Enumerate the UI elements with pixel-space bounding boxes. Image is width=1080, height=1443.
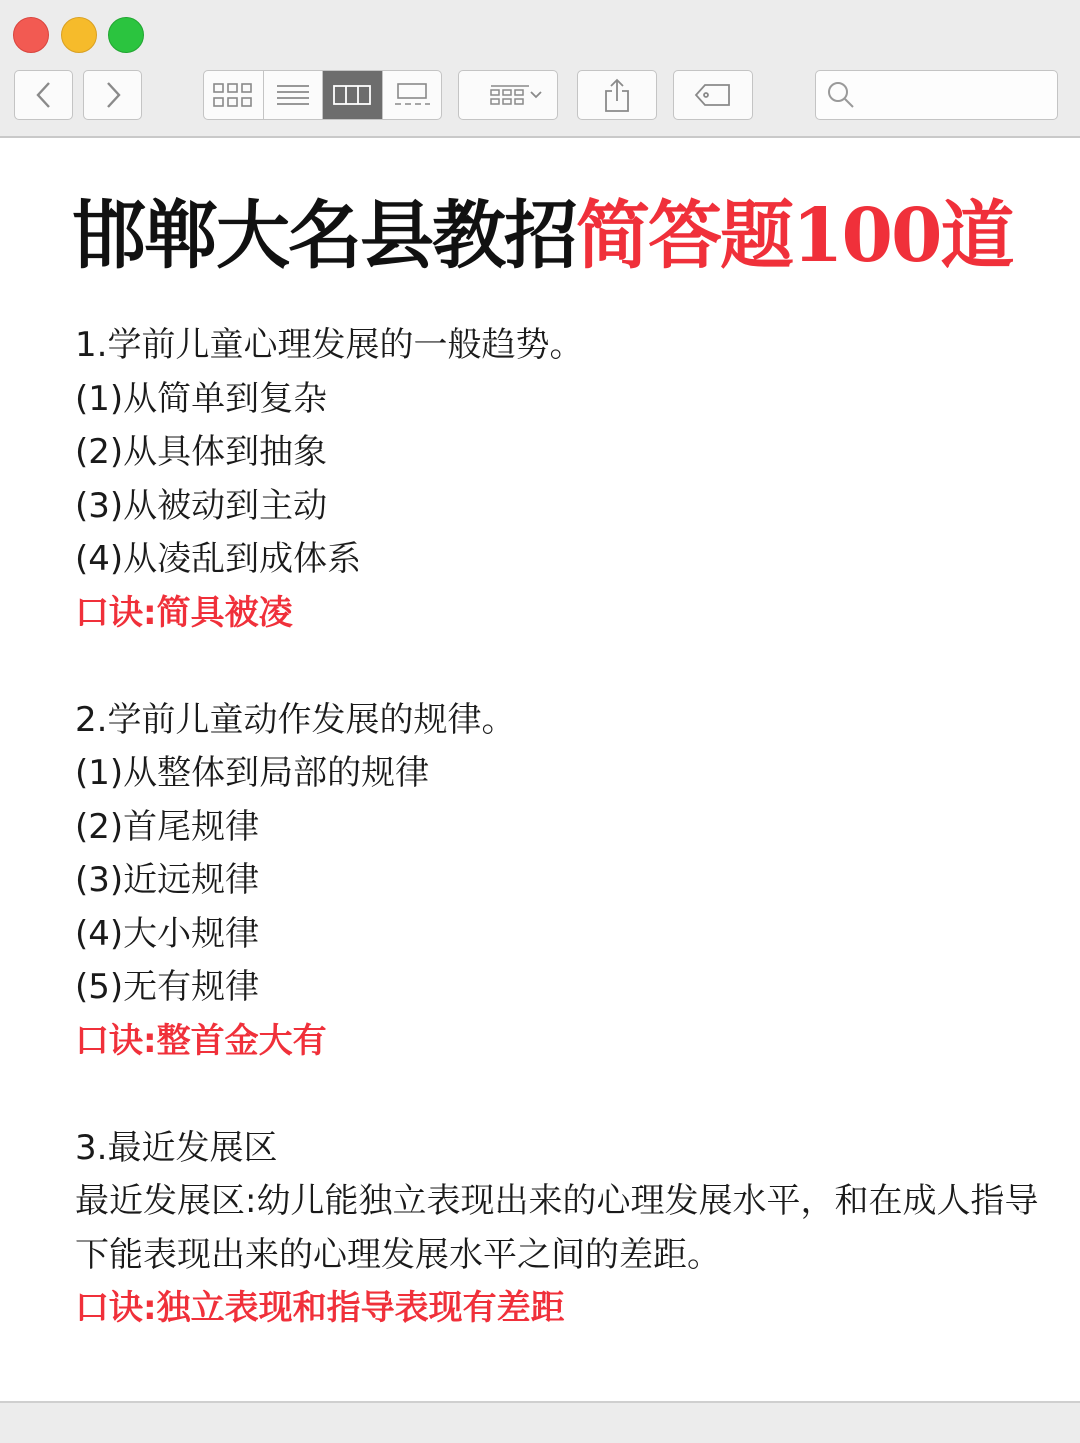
question-1-heading: 1.学前儿童心理发展的一般趋势。 — [75, 325, 584, 365]
column-view-button[interactable] — [323, 71, 383, 119]
document-title — [72, 186, 1012, 286]
title-main: 邯郸大名县教招 — [72, 193, 576, 279]
question-1-item: (3)从被动到主动 — [75, 485, 328, 526]
window-toolbar — [0, 0, 1080, 138]
forward-button[interactable] — [83, 70, 142, 120]
list-view-button[interactable] — [264, 71, 324, 119]
back-button[interactable] — [14, 70, 73, 120]
question-3-body: 最近发展区:幼儿能独立表现出来的心理发展水平，和在成人指导下能表现出来的心理发展水平之间的差距。 — [75, 1181, 1039, 1275]
group-by-button[interactable] — [458, 70, 558, 120]
question-2-item: (3)近远规律 — [75, 860, 260, 900]
question-2-item: (4)大小规律 — [75, 913, 260, 954]
search-icon — [826, 80, 856, 110]
columns-icon — [332, 83, 372, 107]
minimize-window-button[interactable] — [61, 17, 97, 53]
gallery-icon — [392, 82, 432, 108]
list-lines-icon — [275, 83, 311, 107]
icon-view-button[interactable] — [204, 71, 264, 119]
title-accent: 简答题100道 — [576, 193, 1013, 279]
question-3-mnemonic: 口诀:独立表现和指导表现有差距 — [75, 1288, 565, 1328]
share-button[interactable] — [577, 70, 657, 120]
section-spacer — [75, 1068, 1065, 1122]
question-1-mnemonic: 口诀:简具被凌 — [75, 592, 293, 633]
share-icon — [602, 77, 632, 113]
question-2-mnemonic: 口诀:整首金大有 — [75, 1020, 327, 1061]
question-2-item: (1)从整体到局部的规律 — [75, 753, 430, 793]
question-3-heading: 3.最近发展区 — [75, 1127, 278, 1168]
question-1-item: (1)从简单到复杂 — [75, 378, 328, 419]
tag-button[interactable] — [673, 70, 753, 120]
tag-icon — [693, 82, 733, 108]
icon-grid-icon — [212, 82, 254, 108]
view-mode-segmented-control — [203, 70, 442, 120]
question-2-item: (5)无有规律 — [75, 967, 260, 1007]
question-1-item: (4)从凌乱到成体系 — [75, 539, 362, 579]
section-spacer — [75, 640, 1065, 694]
gallery-view-button[interactable] — [383, 71, 442, 119]
window-status-bar — [0, 1401, 1080, 1443]
group-grid-icon — [473, 82, 543, 108]
search-field[interactable] — [815, 70, 1058, 120]
zoom-window-button[interactable] — [108, 17, 144, 53]
question-1-item: (2)从具体到抽象 — [75, 432, 328, 472]
question-2-item: (2)首尾规律 — [75, 806, 260, 847]
chevron-left-icon — [34, 80, 54, 110]
document-body — [75, 319, 1065, 1336]
close-window-button[interactable] — [13, 17, 49, 53]
chevron-right-icon — [103, 80, 123, 110]
question-2-heading: 2.学前儿童动作发展的规律。 — [75, 699, 516, 740]
